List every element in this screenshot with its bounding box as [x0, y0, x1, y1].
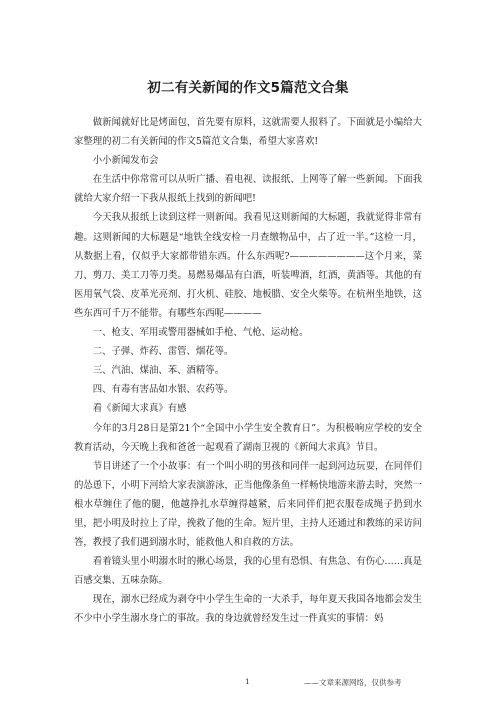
- list-item: 二、子弹、炸药、雷管、烟花等。: [92, 346, 234, 358]
- document-title: 初二有关新闻的作文5篇范文合集: [147, 80, 349, 96]
- section-heading: 看《新闻大求真》有感: [92, 403, 187, 415]
- list-item: 一、枪支、军用或警用器械如手枪、气枪、运动枪。: [92, 327, 309, 339]
- paragraph: 现在，溺水已经成为剥夺中小学生生命的一大杀手，每年夏天我国各地都会发生不少中小学生溺水身亡的事故。我的身边就曾经发生过一件真实的事情：妈: [74, 594, 422, 625]
- list-item: 四、有毒有害品如水银、农药等。: [92, 384, 234, 396]
- paragraph: 节目讲述了一个小故事：有一个叫小明的男孩和同伴一起到河边玩耍，在同伴们的怂恿下，小明下河给大家表演游泳，正当他像条鱼一样畅快地游来游去时，突然一根水草缠住了他的腿，他越挣扎水草缠得越紧，后来同伴们把衣服卷成绳子扔到水里，把小明及时拉上了岸，挽救了他的生命。短片里，主持人还通过和教练的采访问答，教授了我们遇到溺水时，能救他人和自救的方法。: [74, 460, 422, 549]
- section-heading: 小小新闻发布会: [92, 155, 159, 167]
- paragraph: 今天我从报纸上读到这样一则新闻。我看见这则新闻的大标题，我就觉得非常有趣。这则新闻的大标题是“地铁全线安检一月查缴物品中，占了近一半。”这检一月，从数据上看，仅似乎大家都带错东西。什么东西呢?————————这个月来，菜刀、剪刀、美工刀等刀类。易燃易爆品有白酒，听装啤酒，红酒，黄酒等。其他的有医用氧气袋、皮革光亮剂、打火机、硅胶、地板腊、安全火柴等。在杭州坐地铁，这些东西可千万不能带。有哪些东西呢————: [74, 212, 422, 319]
- footer-note: ——文章来源网络，仅供参考: [304, 678, 402, 687]
- paragraph: 在生活中你常常可以从听广播、看电视、读报纸、上网等了解一些新闻。下面我就给大家介绍一下我从报纸上找到的新闻吧!: [74, 174, 422, 205]
- page-number: 1: [245, 677, 250, 686]
- paragraph: 看着镜头里小明溺水时的揪心场景，我的心里有恐惧、有焦急、有伤心……真是百感交集、五味杂陈。: [74, 556, 422, 587]
- list-item: 三、汽油、煤油、苯、酒精等。: [92, 365, 225, 377]
- paragraph: 做新闻就好比是烤面包，首先要有原料，这就需要人报料了。下面就是小编给大家整理的初二有关新闻的作文5篇范文合集，希望大家喜欢!: [74, 117, 422, 148]
- document-body: [74, 113, 422, 629]
- paragraph: 今年的3月28日是第21个“全国中小学生安全教育日”。为积极响应学校的安全教育活动，今天晚上我和爸爸一起观看了湖南卫视的《新闻大求真》节目。: [74, 422, 422, 453]
